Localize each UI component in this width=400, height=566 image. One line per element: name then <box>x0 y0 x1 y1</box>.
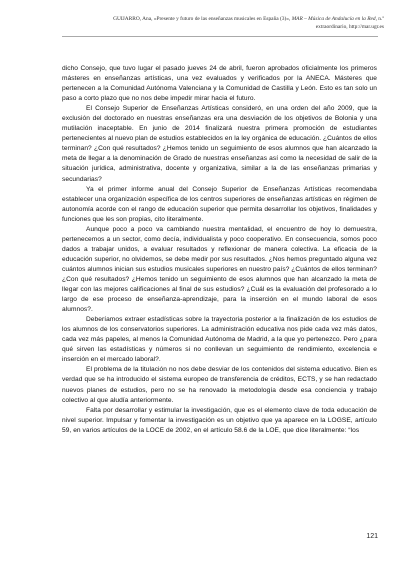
paragraph: dicho Consejo, que tuvo lugar el pasado jueves 24 de abril, fueron aprobados oficialmente los primeros másteres en enseñanzas artísticas, una vez evaluados y verificados por la ANECA. Másteres que pertenecen a la Comunidad Autónoma Valenciana y la Comunidad de Castilla y León. Esto es tan solo un paso a corto plazo que no nos debe impedir mirar hacia el futuro. <box>62 65 377 103</box>
paragraph: El problema de la titulación no nos debe desviar de los contenidos del sistema educativo. Bien es verdad que se ha introducido el sistema europeo de transferencia de créditos, ECTS, y se han redactado nuevos planes de estudios, pero no se ha renovado la metodología desde esa conciencia y trabajo colectivo al que aludía anteriormente. <box>62 366 377 404</box>
header-rule <box>62 36 378 37</box>
paragraph: Aunque poco a poco va cambiando nuestra mentalidad, el encuentro de hoy lo demuestra, pertenecemos a un sector, como decía, individualista y poco cooperativo. En consecuencia, somos poco dados a trabajar unidos, a evaluar resultados y reflexionar de manera colectiva. La eficacia de la educación superior, no olvidemos, se debe medir por sus resultados. ¿Nos hemos preguntado alguna vez cuántos alumnos inician sus estudios musicales superiores en nuestro país? ¿Cuántos de ellos terminan? ¿Con qué resultados? ¿Hemos tenido un seguimiento de esos alumnos que han alcanzado la meta de llegar con las mejores calificaciones al final de sus estudios? ¿Cuál es la evaluación del profesorado a lo largo de ese proceso de enseñanza-aprendizaje, para la inserción en el mundo laboral de esos alumnos?. <box>62 225 377 314</box>
header-url: , n.º extraordinario, http://mar.ugr.es <box>315 16 384 30</box>
header-journal: MAR – Música de Andalucía en la Red <box>291 16 376 22</box>
paragraph: Ya el primer informe anual del Consejo Superior de Enseñanzas Artísticas recomendaba establecer una organización específica de los centros superiores de enseñanzas artísticas en régimen de autonomía acorde con el rango de educación superior que permita desarrollar los objetivos, finalidades y funciones que les son propias, cito literalmente. <box>62 185 377 223</box>
body-text <box>62 64 377 436</box>
header-citation: GUIJARRO, Ana, «Presente y futuro de las enseñanzas musicales en España (3)», <box>113 16 292 22</box>
running-header <box>84 15 384 31</box>
paragraph: Falta por desarrollar y estimular la investigación, que es el elemento clave de toda educación de nivel superior. Impulsar y fomentar la investigación es un objetivo que ya aparece en la LOGSE, artículo 59, en varios artículos de la LOCE de 2002, en el artículo 58.6 de la LOE, que dice literalmente: “los <box>62 406 377 434</box>
page-number: 121 <box>366 533 378 540</box>
paragraph: El Consejo Superior de Enseñanzas Artísticas consideró, en una orden del año 2009, que la exclusión del doctorado en nuestras enseñanzas era una desviación de los objetivos de Bolonia y una mutilación inaceptable. En junio de 2014 finalizará nuestra primera promoción de estudiantes pertenecientes al nuevo plan de estudios establecidos en la ley orgánica de educación. ¿Cuántos de ellos terminan? ¿Con qué resultados? ¿Hemos tenido un seguimiento de esos alumnos que han alcanzado la meta de llegar a la denominación de Grado de nuestras enseñanzas así como la necesidad de salir de la situación jurídica, administrativa, docente y organizativa, similar a la de las enseñanzas primarias y secundarias? <box>62 105 377 183</box>
paragraph: Deberíamos extraer estadísticas sobre la trayectoria posterior a la finalización de los estudios de los alumnos de los conservatorios superiores. La administración educativa nos pide cada vez más datos, cada vez más papeles, al menos la Comunidad Autónoma de Madrid, a la que yo pertenezco. Pero ¿para qué sirven las estadísticas y números si no conllevan un seguimiento de rendimiento, excelencia e inserción en el mercado laboral?. <box>62 316 377 364</box>
